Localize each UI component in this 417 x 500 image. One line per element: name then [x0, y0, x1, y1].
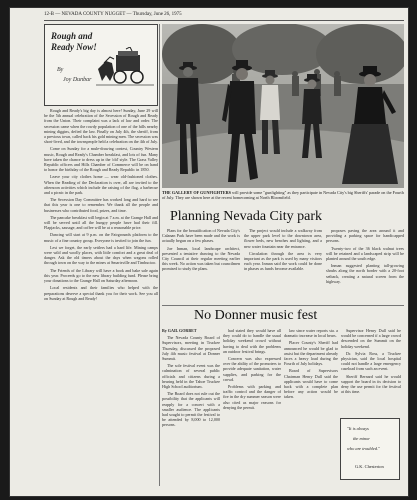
quote-line-1: "It is always: [347, 426, 369, 431]
page-header: 12-B — NEVADA COUNTY NUGGET — Thursday, June 26, 1975: [44, 12, 404, 21]
headline-park: Planning Nevada City park: [170, 209, 323, 224]
article1-column-3: [326, 228, 404, 306]
article2-column-3: [284, 328, 338, 488]
article2-paragraph: Placer County's Sheriff had announced he would be glad to assist but the department already faces a heavy load during the Fourth of July holidays.: [284, 340, 338, 367]
headline-donner: No Donner music fest: [194, 308, 318, 323]
caption-text: will provide some "gunfighting" as they participate in Nevada City's big Sheriffs' parade on the Fourth of July. They are shown here at the recent homecoming at North Bloomfield.: [162, 190, 404, 201]
article2-paragraph: Supervisor Henry Dull said he would be concerned if a large crowd descended on the Summit on the holiday weekend.: [341, 328, 401, 349]
quote-author: G.K. Chesterton: [355, 464, 384, 469]
article2-byline: By GAIL GORBET: [162, 328, 197, 333]
article2-paragraph: Board of Supervisors Chairman Henry Dull said the applicants would have to come back with a complete plan before any action would be taken.: [284, 368, 338, 400]
article1-paragraph: Circulation through the area is very important as the park is used by many visitors each year. Inman said the work could be done in phases as funds become available.: [244, 250, 322, 272]
left-column-text: [44, 108, 158, 486]
article2-paragraph: The Nevada County Board of Supervisors, meeting in Truckee Thursday, discussed the proposed July 4th music festival at Donner Summit.: [162, 335, 220, 362]
article2-paragraph: Problems with parking and traffic control and the danger of fire in the dry summer season were also cited as major reasons for denying the permit.: [223, 384, 281, 410]
article1-paragraph: The project would include a walkway from the upper park level to the downtown area, flower beds, new benches and lighting, and a new water fountain near the entrance.: [244, 228, 322, 249]
article2-paragraph: Concern was also expressed over the ability of the promoters to provide adequate sanitation, water supplies, and parking for the crowd.: [223, 356, 281, 382]
quote-line-3: who are troubled.": [347, 446, 380, 451]
caption-head: THE GALLERY OF GUNFIGHTERS: [162, 190, 231, 195]
photo-image: [162, 24, 404, 188]
photo-caption: [162, 190, 404, 208]
quote-box: [340, 418, 400, 480]
article1-paragraph: Inman suggested planting tall-growing shrubs along the north border with a 20-foot setback, creating a natural screen from the highway.: [326, 263, 404, 284]
article2-paragraph: The sole festival event was the culmination of several public officials and citizens during a hearing held in the Tahoe Truckee High School auditorium.: [162, 363, 220, 390]
left-paragraph: Lest we forget, the early settlers had a hard life. Mining camps were wild and woolly places, with little comfort and a great deal of danger. Ask the old timers about the days when wagons rolled through town on the way to the mines at Smartsville and Timbuctoo.: [44, 244, 158, 266]
stagecoach-illustration: [96, 47, 154, 91]
left-paragraph: The Friends of the Library will have a book and bake sale again this year. Proceeds go to the new library building fund. Please bring your donations to the Grange Hall on Saturday afternoon.: [44, 267, 158, 284]
left-paragraph: Local residents and their families who helped with the preparations deserve a special thank you for their work. See you all on Sunday at Rough and Ready!: [44, 285, 158, 301]
left-paragraph: Leave your city clothes home — wear old-fashioned clothes. When the Reading of the Declaration is over, all are invited to the afternoon activities which include the raising of the flag, a barbecue and a picnic in the park.: [44, 174, 158, 196]
article1-paragraph: Joe Inman, local landscape architect, presented a tentative drawing to the Nevada City Council at their regular meeting earlier this week. No action was taken but councilmen promised to study the plans.: [162, 245, 240, 272]
article2-paragraph: Dr. Sylvia Ross, a Truckee physician, said the local hospital could not handle a large emergency caseload from such an event.: [341, 350, 401, 372]
logo-line-1: Rough and: [51, 31, 93, 41]
article2-paragraph: had stated they would have all they could do to handle the usual holiday weekend crowd without having to deal with the problems an outdoor festival brings.: [223, 328, 281, 354]
logo-line-4: Joy Dunbar: [63, 77, 92, 83]
article2-column-4: [341, 328, 401, 414]
article-divider: [162, 305, 404, 306]
logo-line-2: Ready Now!: [51, 42, 97, 52]
article2-paragraph: law since water reports sta. a dramatic increase in local bears.: [284, 328, 338, 339]
logo-line-3: By: [57, 67, 64, 73]
left-paragraph: The pancake breakfast will begin at 7 a.m. at the Grange Hall and will be served until all the hungry people have had their fill. Flapjacks, sausage, and coffee will be at a reasonable price.: [44, 214, 158, 231]
column-logo: [44, 24, 158, 106]
left-paragraph: The Secession Day Committee has worked long and hard to see that this year is one to remember. We thank all the people and businesses who contributed food, prizes, and time.: [44, 197, 158, 213]
left-paragraph: Rough and Ready's big day is almost here! Sunday, June 29 will be the 5th annual celebration of the Secession of Rough and Ready from the Union. Their complaint was a lack of law and order. The secession came when the rowdy population of one of the hills nearby mining diggins, defied the law. Finally on July 4th, the sheriff, from a previous town, called back his gold mining men. The secession was short-lived, and the townspeople held a celebration on the 4th of July.: [44, 108, 158, 145]
gunfighters-photo: [162, 24, 404, 188]
quote-line-2: the minor: [353, 436, 370, 441]
column-divider: [159, 24, 160, 486]
article1-paragraph: proposes paving the area around it and providing a parking space for handicapped persons.: [326, 228, 404, 244]
article1-paragraph: Twenty-two of the 36 black walnut trees will be retained and a landscaped strip will be planted around the south edge.: [326, 245, 404, 262]
article2-paragraph: Sheriff Bernard said he would support the board in its decision to deny the use permit for the festival at this time.: [341, 373, 401, 395]
article2-paragraph: The Board does not rule out the possibility that the applicants will reapply for a concert with a smaller audience. The applicants had sought to permit the festival to be attended by 8,000 to 12,000 persons.: [162, 391, 220, 428]
article2-column-1: [162, 328, 220, 488]
article1-paragraph: Plans for the beautification of Nevada City's Calanan Park have been made and the work is actually begun on a few phases.: [162, 228, 240, 244]
article1-column-2: [244, 228, 322, 306]
left-paragraph: Dancing will start at 9 p.m. on the Fairgrounds platform to the music of a fine country group. Everyone is invited to join the fun.: [44, 232, 158, 243]
left-column: [44, 24, 158, 486]
article2-column-2: [223, 328, 281, 488]
article1-column-1: [162, 228, 240, 306]
left-paragraph: Come on Sunday for a mule-drawing contest, Country Western music, Rough and Ready's Chamber breakfast, and lots of fun. Many have taken the chance to dress up in the 'old' style. The Grass Valley Republic officers and Hills Chamber of Commerce will be on hand to honor the birthday of the Rough and Ready Republic in 1850.: [44, 146, 158, 173]
newspaper-page: [10, 8, 408, 496]
